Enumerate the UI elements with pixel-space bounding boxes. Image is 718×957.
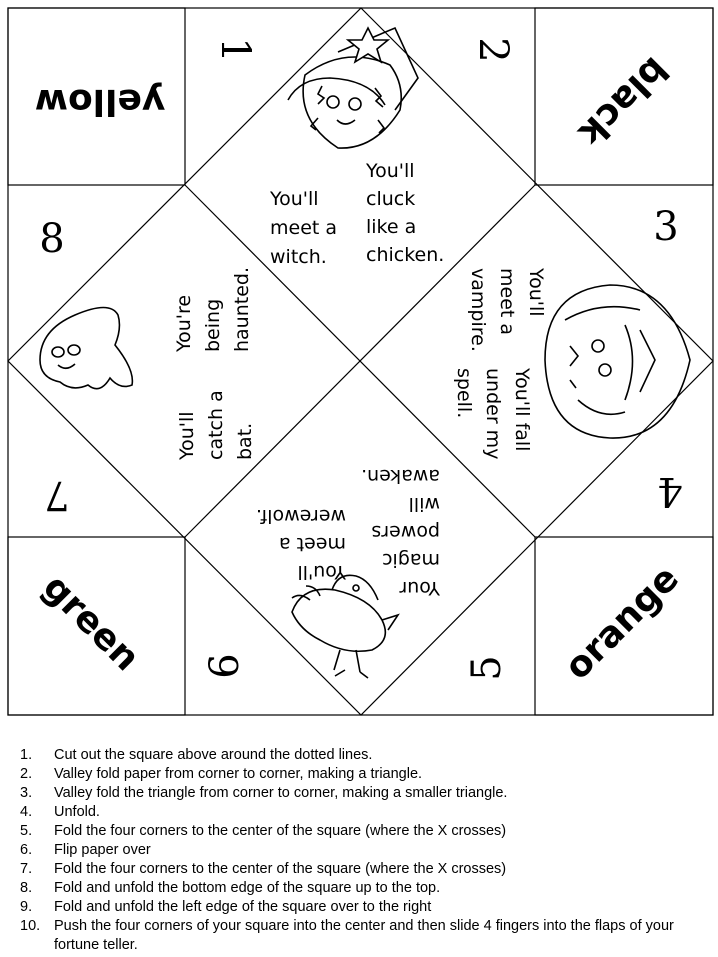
svg-text:Your magic powers: Your magic powers will awaken. xyxy=(361,465,440,599)
instruction-item: 10. Push the four corners of your square into the center and then slide 4 fingers into the flaps of your fortune teller. xyxy=(20,918,674,953)
instruction-item: 7. Fold the four corners to the center of the square (where the X crosses) xyxy=(20,861,507,877)
ghost-icon xyxy=(40,308,132,389)
instructions-list xyxy=(20,746,710,955)
number-2: 2 xyxy=(470,37,516,63)
fortune-powers xyxy=(361,465,441,599)
fortune-bat xyxy=(176,384,256,461)
number-7: 7 xyxy=(44,472,70,518)
instruction-item: 9. Fold and unfold the left edge of the square over to the right xyxy=(20,899,432,915)
number-8: 8 xyxy=(39,216,65,262)
number-5: 5 xyxy=(464,655,510,681)
fortune-haunted xyxy=(173,267,253,353)
color-label-orange: orange xyxy=(557,558,687,688)
fortune-spell xyxy=(453,367,533,465)
instruction-item: 1. Cut out the square above around the dotted lines. xyxy=(20,747,373,763)
svg-text:You'll fall under my: You'll fall under my spell. xyxy=(453,368,533,460)
fortune-witch: You'll meet a witch. xyxy=(270,188,338,268)
svg-text:You'll catch a bat: You'll catch a bat. xyxy=(176,390,256,460)
fortune-werewolf xyxy=(256,505,347,583)
instruction-item: 5. Fold the four corners to the center of the square (where the X crosses) xyxy=(20,823,507,839)
number-4: 4 xyxy=(657,468,683,514)
instruction-item: 3. Valley fold the triangle from corner to corner, making a smaller triangle. xyxy=(20,785,508,801)
number-1: 1 xyxy=(212,37,258,63)
vampire-icon xyxy=(545,285,690,438)
svg-text:You'll meet a vamp: You'll meet a vampire. xyxy=(467,268,547,352)
instruction-item: 4. Unfold. xyxy=(20,804,100,820)
svg-text:You'll meet a were: You'll meet a werewolf. xyxy=(255,505,346,583)
number-3: 3 xyxy=(653,204,679,250)
instruction-item: 2. Valley fold paper from corner to corner, making a triangle. xyxy=(20,766,423,782)
color-label-green: green xyxy=(34,566,148,680)
instruction-item: 6. Flip paper over xyxy=(20,842,151,858)
fortune-vampire xyxy=(467,267,547,352)
color-label-yellow: yellow xyxy=(34,81,166,122)
number-6: 6 xyxy=(202,653,248,679)
fortune-chicken: You'll cluck like a chicken. xyxy=(366,160,445,266)
svg-text:You're being haunt: You're being haunted. xyxy=(173,266,253,352)
instruction-item: 8. Fold and unfold the bottom edge of the square up to the top. xyxy=(20,880,441,896)
color-label-black: black xyxy=(570,48,676,154)
